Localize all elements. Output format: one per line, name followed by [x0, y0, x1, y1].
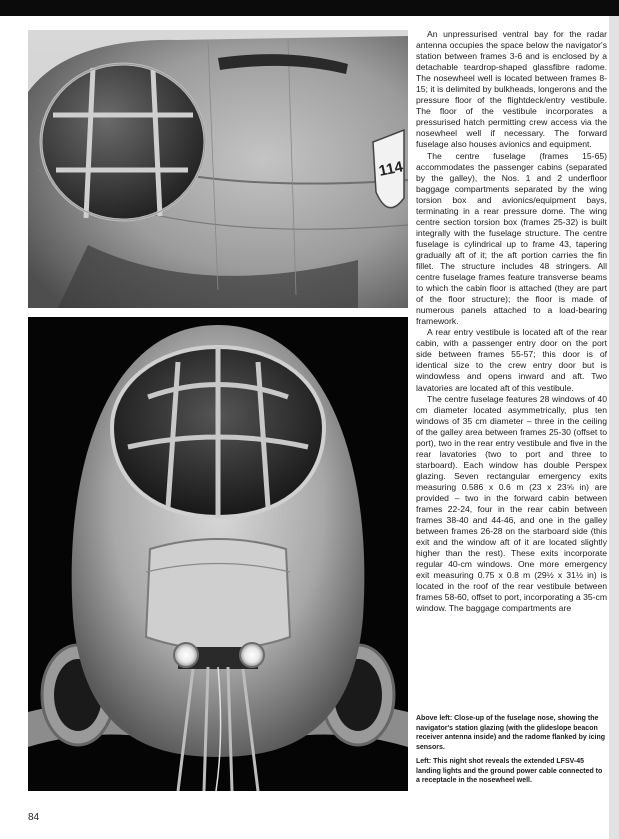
body-text: [416, 29, 607, 614]
paragraph: An unpressurised ventral bay for the radar antenna occupies the space below the navigator's station between frames 3-6 and is enclosed by a detachable teardrop-shaped glassfibre radome. The nosewheel well is located between frames 8-15; it is delimited by bulkheads, longerons and the pressure floor of the flightdeck/entry vestibule. The floor of the vestibule incorporates a pressurised hatch permitting crew access via the nosewheel well if necessary. The forward fuselage also houses avionics and equipment.: [416, 29, 607, 150]
page-edge: [609, 16, 619, 839]
paragraph: The centre fuselage features 28 windows of 40 cm diameter located asymmetrically, plus ten windows of 35 cm diameter – three in the ceiling of the galley area between frames 25-30 (offset to port), two in the rear entry vestibule and five in the rear lavatories (two to port and three to starboard). Each window has double Perspex glazing. Seven rectangular emergency exits measuring 0.586 x 0.6 m (23 x 23⅝ in) are provided – two in the forward cabin between frames 22-24, four in the rear cabin between frames 38-40 and 44-46, and one in the galley between frames 26-28 on the starboard side (this exit and the window aft of it are located slightly higher than the rest). These exits incorporate regular 40-cm windows. One more emergency exit measuring 0.75 x 0.8 m (29½ x 31½ in) is located in the roof of the rear vestibule between frames 58-60, offset to port, incorporating a 35-cm window. The baggage compartments are: [416, 393, 607, 614]
fin-marking-114: 114: [377, 158, 405, 180]
paragraph: The centre fuselage (frames 15-65) accommodates the passenger cabins (separated by the galley), the Nos. 1 and 2 underfloor baggage compartments separated by the wing torsion box and avionics/equipment bays, terminating in a rear pressure dome. The wing centre section torsion box (frames 25-32) is built integrally with the fuselage structure. The centre fuselage is cylindrical up to frame 43, tapering gradually aft of it; the aft portion carries the fin fillet. The structure includes 48 stringers. All centre fuselage frames feature transverse beams to which the cabin floor is attached (they are part of the floor structure); the floor is made of numerous panels attached to a load-bearing framework.: [416, 150, 607, 327]
photo-nose-closeup: [28, 30, 408, 308]
caption-left: Left: This night shot reveals the extended LFSV-45 landing lights and the ground power cable connected to a receptacle in the nosewheel well.: [416, 758, 603, 785]
page-number: 84: [28, 812, 40, 823]
photo-night-front: [28, 317, 408, 791]
paragraph: A rear entry vestibule is located aft of the rear cabin, with a passenger entry door on the port side between frames 55-57; this door is of identical size to the crew entry door but is windowless and opens inward and aft. Two lavatories are located aft of this vestibule.: [416, 327, 607, 393]
caption-above-left: Above left: Close-up of the fuselage nose, showing the navigator's station glazing (with the glideslope beacon receiver antenna inside) and the radome flanked by icing sensors.: [416, 715, 606, 751]
top-border: [0, 0, 619, 16]
